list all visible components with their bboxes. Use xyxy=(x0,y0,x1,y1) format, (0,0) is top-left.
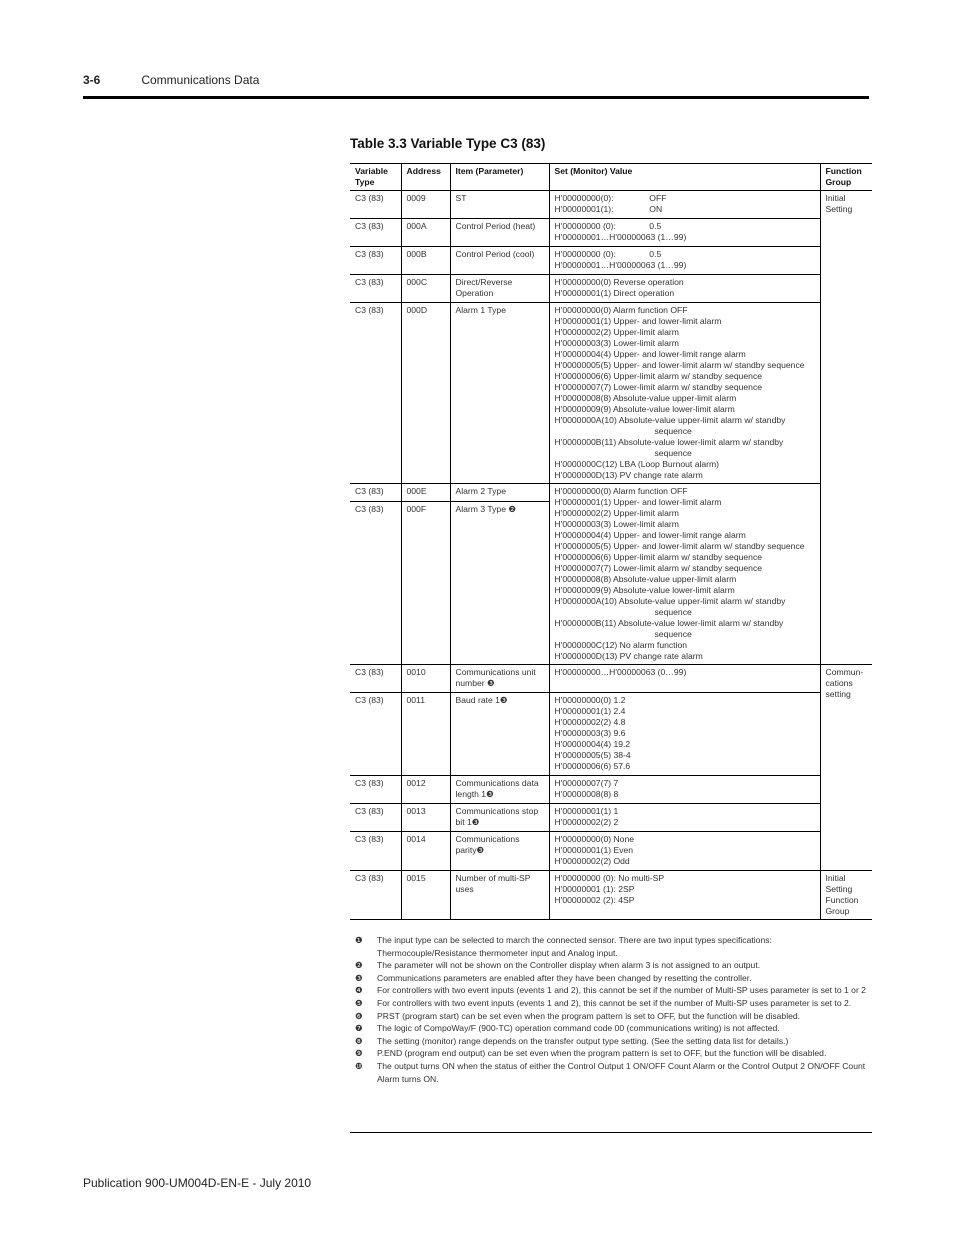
value-line: H'00000000(0) 1.2 xyxy=(554,695,626,705)
value-line: H'00000003(3) Lower-limit alarm xyxy=(554,338,679,348)
col-header-function-group: Function Group xyxy=(820,164,872,191)
table-row xyxy=(350,484,872,502)
value-line: H'00000002(2) 2 xyxy=(554,817,619,827)
value-line: H'00000008(8) 8 xyxy=(554,789,619,799)
footnote-marker: ❹ xyxy=(355,985,363,996)
footnote xyxy=(355,1060,870,1085)
cell-set-value xyxy=(549,804,820,832)
value-line: H'00000000(0) None xyxy=(554,834,635,844)
cell-variable-type: C3 (83) xyxy=(350,832,401,871)
cell-set-value xyxy=(549,191,820,219)
cell-item: Control Period (cool) xyxy=(450,247,549,275)
cell-item: Alarm 3 Type ❷ xyxy=(450,502,549,665)
cell-set-value xyxy=(549,693,820,776)
value-line: H'0000000A(10) Absolute-value upper-limit alarm w/ standby xyxy=(554,415,786,425)
value-line: H'0000000B(11) Absolute-value lower-limit alarm w/ standby xyxy=(554,437,784,447)
footnote-text: The setting (monitor) range depends on the transfer output type setting. (See the setting data list for details.) xyxy=(377,1035,789,1046)
cell-item: Communications data length 1❸ xyxy=(450,776,549,804)
footnote-marker: ❿ xyxy=(355,1060,363,1071)
footer-rule xyxy=(350,1132,872,1133)
value-line: H'00000003(3) 9.6 xyxy=(554,728,626,738)
table-row xyxy=(350,804,872,832)
value-line: H'00000004(4) 19.2 xyxy=(554,739,631,749)
value-line: H'00000000 (0): 0.5 xyxy=(554,249,662,259)
col-header-address: Address xyxy=(401,164,450,191)
table-row xyxy=(350,665,872,693)
cell-variable-type: C3 (83) xyxy=(350,693,401,776)
cell-item: Direct/Reverse Operation xyxy=(450,275,549,303)
cell-address: 000E xyxy=(401,484,450,502)
footnote-marker: ❸ xyxy=(355,972,363,983)
table-row xyxy=(350,871,872,920)
table-row xyxy=(350,832,872,871)
value-line: H'00000001…H'00000063 (1…99) xyxy=(554,260,687,270)
value-line: H'00000000 (0): No multi-SP xyxy=(554,873,665,883)
cell-variable-type: C3 (83) xyxy=(350,275,401,303)
cell-variable-type: C3 (83) xyxy=(350,191,401,219)
table-row xyxy=(350,219,872,247)
cell-item: Communications stop bit 1❸ xyxy=(450,804,549,832)
footnote-marker: ❻ xyxy=(355,1010,363,1021)
value-line: H'00000005(5) 38-4 xyxy=(554,750,631,760)
footnote xyxy=(355,1047,870,1060)
cell-item: Control Period (heat) xyxy=(450,219,549,247)
table-header-row xyxy=(350,164,872,191)
cell-set-value xyxy=(549,832,820,871)
col-header-item: Item (Parameter) xyxy=(450,164,549,191)
cell-set-value xyxy=(549,247,820,275)
value-line: H'0000000A(10) Absolute-value upper-limit alarm w/ standby xyxy=(554,596,786,606)
value-line: H'0000000D(13) PV change rate alarm xyxy=(554,470,703,480)
table-row xyxy=(350,191,872,219)
cell-set-value xyxy=(549,219,820,247)
cell-address: 0009 xyxy=(401,191,450,219)
value-line: H'00000002(2) Upper-limit alarm xyxy=(554,508,679,518)
value-line: H'00000001 (1): 2SP xyxy=(554,884,635,894)
cell-set-value xyxy=(549,275,820,303)
value-line: H'0000000C(12) LBA (Loop Burnout alarm) xyxy=(554,459,720,469)
value-line: H'00000006(6) 57.6 xyxy=(554,761,631,771)
value-line: H'00000001(1) Upper- and lower-limit alarm xyxy=(554,497,722,507)
footnotes xyxy=(355,934,870,1085)
page-number: 3-6 xyxy=(83,73,101,87)
cell-item: Communications unit number ❸ xyxy=(450,665,549,693)
value-line: H'0000000B(11) Absolute-value lower-limit alarm w/ standby xyxy=(554,618,784,628)
value-line: H'00000008(8) Absolute-value upper-limit alarm xyxy=(554,574,737,584)
variable-type-table xyxy=(350,163,872,920)
value-line: H'00000000(0): OFF xyxy=(554,193,667,203)
footnote-text: Communications parameters are enabled after they have been changed by resetting the controller. xyxy=(377,972,752,983)
footnote xyxy=(355,959,870,972)
value-line: H'00000009(9) Absolute-value lower-limit alarm xyxy=(554,404,735,414)
cell-address: 000B xyxy=(401,247,450,275)
footnote xyxy=(355,997,870,1010)
cell-variable-type: C3 (83) xyxy=(350,871,401,920)
col-header-variable-type: Variable Type xyxy=(350,164,401,191)
cell-function-group: Commun- cations setting xyxy=(820,665,872,871)
cell-address: 0012 xyxy=(401,776,450,804)
value-line: H'00000001(1) 2.4 xyxy=(554,706,626,716)
footnote xyxy=(355,1035,870,1048)
value-line: H'00000000(0) Alarm function OFF xyxy=(554,486,688,496)
footnote-marker: ❷ xyxy=(355,960,363,971)
value-line: sequence xyxy=(654,607,692,617)
cell-variable-type: C3 (83) xyxy=(350,247,401,275)
footnote xyxy=(355,1010,870,1023)
cell-address: 0011 xyxy=(401,693,450,776)
footnote-text: The parameter will not be shown on the Controller display when alarm 3 is not assigned to an output. xyxy=(377,960,761,971)
table-row xyxy=(350,275,872,303)
cell-address: 0013 xyxy=(401,804,450,832)
cell-address: 000F xyxy=(401,502,450,665)
value-line: H'00000000(0) Alarm function OFF xyxy=(554,305,688,315)
footnote-text: For controllers with two event inputs (events 1 and 2), this cannot be set if the number of Multi-SP uses parameter is set to 1 or 2 xyxy=(377,985,866,996)
cell-variable-type: C3 (83) xyxy=(350,665,401,693)
cell-variable-type: C3 (83) xyxy=(350,303,401,484)
footnote-text: P.END (program end output) can be set even when the program pattern is set to OFF, but the function will be disabled. xyxy=(377,1048,827,1059)
cell-variable-type: C3 (83) xyxy=(350,804,401,832)
value-line: H'00000008(8) Absolute-value upper-limit alarm xyxy=(554,393,737,403)
value-line: H'00000000 (0): 0.5 xyxy=(554,221,662,231)
value-line: H'00000001(1) 1 xyxy=(554,806,619,816)
value-line: H'00000003(3) Lower-limit alarm xyxy=(554,519,679,529)
footnote xyxy=(355,1022,870,1035)
value-line: H'00000001(1) Even xyxy=(554,845,634,855)
value-line: H'00000002(2) 4.8 xyxy=(554,717,626,727)
value-line: sequence xyxy=(654,448,692,458)
cell-address: 000A xyxy=(401,219,450,247)
value-line: H'00000007(7) Lower-limit alarm w/ standby sequence xyxy=(554,563,763,573)
cell-variable-type: C3 (83) xyxy=(350,502,401,665)
footnote xyxy=(355,934,870,959)
page-header xyxy=(83,73,870,87)
cell-set-value xyxy=(549,665,820,693)
cell-address: 0015 xyxy=(401,871,450,920)
value-line: H'00000004(4) Upper- and lower-limit range alarm xyxy=(554,349,746,359)
value-line: H'00000000…H'00000063 (0…99) xyxy=(554,667,687,677)
footnote-text: For controllers with two event inputs (events 1 and 2), this cannot be set if the number of Multi-SP uses parameter is set to 2. xyxy=(377,997,852,1008)
section-title: Communications Data xyxy=(141,73,260,87)
value-line: H'00000001…H'00000063 (1…99) xyxy=(554,232,687,242)
value-line: H'00000007(7) 7 xyxy=(554,778,619,788)
footnote xyxy=(355,984,870,997)
col-header-set-value: Set (Monitor) Value xyxy=(549,164,820,191)
footnote-text: PRST (program start) can be set even when the program pattern is set to OFF, but the function will be disabled. xyxy=(377,1010,801,1021)
cell-variable-type: C3 (83) xyxy=(350,484,401,502)
cell-address: 000D xyxy=(401,303,450,484)
value-line: H'00000005(5) Upper- and lower-limit alarm w/ standby sequence xyxy=(554,360,805,370)
value-line: H'00000009(9) Absolute-value lower-limit alarm xyxy=(554,585,735,595)
footnote xyxy=(355,972,870,985)
footnote-marker: ❺ xyxy=(355,997,363,1008)
cell-item: Baud rate 1❸ xyxy=(450,693,549,776)
value-line: H'00000000(0) Reverse operation xyxy=(554,277,684,287)
value-line: H'00000002(2) Upper-limit alarm xyxy=(554,327,679,337)
value-line: H'00000001(1) Upper- and lower-limit alarm xyxy=(554,316,722,326)
value-line: H'00000005(5) Upper- and lower-limit alarm w/ standby sequence xyxy=(554,541,805,551)
cell-address: 0014 xyxy=(401,832,450,871)
cell-item: Communications parity❸ xyxy=(450,832,549,871)
cell-item: Alarm 2 Type xyxy=(450,484,549,502)
cell-set-value xyxy=(549,303,820,484)
cell-variable-type: C3 (83) xyxy=(350,776,401,804)
cell-address: 0010 xyxy=(401,665,450,693)
value-line: sequence xyxy=(654,629,692,639)
value-line: H'00000002 (2): 4SP xyxy=(554,895,635,905)
cell-item: ST xyxy=(450,191,549,219)
table-title: Table 3.3 Variable Type C3 (83) xyxy=(350,136,546,151)
cell-set-value xyxy=(549,776,820,804)
cell-item: Alarm 1 Type xyxy=(450,303,549,484)
footnote-text: The input type can be selected to march the connected sensor. There are two input types specifications: Thermocouple/Resistance thermometer input and Analog input. xyxy=(377,935,772,958)
value-line: H'0000000C(12) No alarm function xyxy=(554,640,688,650)
value-line: H'00000001(1): ON xyxy=(554,204,663,214)
table-row xyxy=(350,693,872,776)
value-line: H'00000004(4) Upper- and lower-limit range alarm xyxy=(554,530,746,540)
footnote-marker: ❾ xyxy=(355,1048,363,1059)
cell-set-value xyxy=(549,871,820,920)
footnote-marker: ❽ xyxy=(355,1035,363,1046)
publication-footer: Publication 900-UM004D-EN-E - July 2010 xyxy=(83,1176,312,1190)
value-line: H'00000002(2) Odd xyxy=(554,856,630,866)
cell-variable-type: C3 (83) xyxy=(350,219,401,247)
value-line: H'00000001(1) Direct operation xyxy=(554,288,675,298)
cell-address: 000C xyxy=(401,275,450,303)
footnote-text: The output turns ON when the status of either the Control Output 1 ON/OFF Count Alarm or the Control Output 2 ON/OFF Count Alarm turns ON. xyxy=(377,1060,866,1084)
header-rule xyxy=(83,96,869,99)
value-line: H'00000006(6) Upper-limit alarm w/ standby sequence xyxy=(554,371,763,381)
table-row xyxy=(350,247,872,275)
footnote-marker: ❼ xyxy=(355,1023,363,1034)
value-line: H'0000000D(13) PV change rate alarm xyxy=(554,651,703,661)
cell-function-group: Initial Setting xyxy=(820,191,872,665)
footnote-marker: ❶ xyxy=(355,935,363,945)
value-line: sequence xyxy=(654,426,692,436)
cell-function-group: Initial Setting Function Group xyxy=(820,871,872,920)
value-line: H'00000006(6) Upper-limit alarm w/ standby sequence xyxy=(554,552,763,562)
table-row xyxy=(350,303,872,484)
value-line: H'00000007(7) Lower-limit alarm w/ standby sequence xyxy=(554,382,763,392)
cell-item: Number of multi-SP uses xyxy=(450,871,549,920)
footnote-text: The logic of CompoWay/F (900-TC) operation command code 00 (communications writing) is not affected. xyxy=(377,1023,780,1034)
table-row xyxy=(350,776,872,804)
cell-set-value xyxy=(549,484,820,665)
